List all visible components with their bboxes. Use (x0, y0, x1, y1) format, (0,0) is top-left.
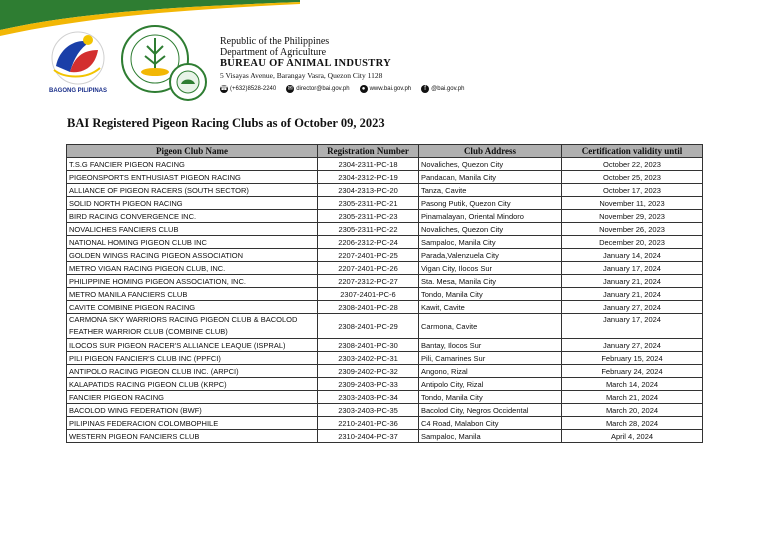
header-club-name: Pigeon Club Name (67, 145, 318, 158)
club-name-cell: FANCIER PIGEON RACING (67, 391, 318, 404)
table-row (67, 339, 703, 352)
table-row (67, 365, 703, 378)
header-certification-validity: Certification validity until (562, 145, 703, 158)
pigeon-clubs-table (66, 144, 703, 443)
registration-number-cell: 2309-2403-PC-33 (318, 378, 419, 391)
club-name-cell: PHILIPPINE HOMING PIGEON ASSOCIATION, INC. (67, 275, 318, 288)
validity-date-cell: April 4, 2024 (562, 430, 703, 443)
registration-number-cell: 2308-2401-PC-30 (318, 339, 419, 352)
validity-date-cell: October 25, 2023 (562, 171, 703, 184)
club-name-cell: GOLDEN WINGS RACING PIGEON ASSOCIATION (67, 249, 318, 262)
club-address-cell: Sampaloc, Manila (419, 430, 562, 443)
club-name-cell: ILOCOS SUR PIGEON RACER'S ALLIANCE LEAQUE (ISPRAL) (67, 339, 318, 352)
table-row (67, 184, 703, 197)
facebook-icon: f (421, 85, 429, 93)
bagong-pilipinas-logo (40, 26, 116, 96)
header-registration-number: Registration Number (318, 145, 419, 158)
table-row (67, 197, 703, 210)
table-row (67, 314, 703, 339)
club-name-cell: T.S.G FANCIER PIGEON RACING (67, 158, 318, 171)
registration-number-cell: 2305-2311-PC-21 (318, 197, 419, 210)
registration-number-cell: 2308-2401-PC-28 (318, 301, 419, 314)
contact-phone: (+632)8528-2240 (230, 86, 277, 92)
club-address-cell: Kawit, Cavite (419, 301, 562, 314)
club-address-cell: Novaliches, Quezon City (419, 223, 562, 236)
table-row (67, 301, 703, 314)
validity-date-cell: November 29, 2023 (562, 210, 703, 223)
club-address-cell: Sta. Mesa, Manila City (419, 275, 562, 288)
club-address-cell: Tanza, Cavite (419, 184, 562, 197)
table-row (67, 288, 703, 301)
club-address-cell: Bacolod City, Negros Occidental (419, 404, 562, 417)
club-name-cell: PIGEONSPORTS ENTHUSIAST PIGEON RACING (67, 171, 318, 184)
club-name-cell: BIRD RACING CONVERGENCE INC. (67, 210, 318, 223)
registration-number-cell: 2207-2401-PC-25 (318, 249, 419, 262)
registration-number-cell: 2304-2311-PC-18 (318, 158, 419, 171)
club-address-cell: Tondo, Manila City (419, 391, 562, 404)
club-name-cell: WESTERN PIGEON FANCIERS CLUB (67, 430, 318, 443)
validity-date-cell: January 27, 2024 (562, 339, 703, 352)
validity-date-cell: January 21, 2024 (562, 275, 703, 288)
table-row (67, 404, 703, 417)
club-address-cell: Tondo, Manila City (419, 288, 562, 301)
club-name-cell: METRO MANILA FANCIERS CLUB (67, 288, 318, 301)
club-address-cell: Parada,Valenzuela City (419, 249, 562, 262)
validity-date-cell: February 15, 2024 (562, 352, 703, 365)
table-row (67, 210, 703, 223)
bureau-of-animal-industry-seal (168, 62, 208, 102)
club-name-cell: SOLID NORTH PIGEON RACING (67, 197, 318, 210)
registration-number-cell: 2207-2312-PC-27 (318, 275, 419, 288)
globe-icon: ● (360, 85, 368, 93)
table-row (67, 223, 703, 236)
registration-number-cell: 2310-2404-PC-37 (318, 430, 419, 443)
table-row (67, 249, 703, 262)
club-address-cell: C4 Road, Malabon City (419, 417, 562, 430)
registration-number-cell: 2304-2313-PC-20 (318, 184, 419, 197)
club-address-cell: Pasong Putik, Quezon City (419, 197, 562, 210)
logo-caption: BAGONG PILIPINAS (48, 88, 107, 94)
registration-number-cell: 2303-2403-PC-34 (318, 391, 419, 404)
registration-number-cell: 2307-2401-PC-6 (318, 288, 419, 301)
validity-date-cell: January 21, 2024 (562, 288, 703, 301)
validity-date-cell: March 21, 2024 (562, 391, 703, 404)
club-name-cell: NOVALICHES FANCIERS CLUB (67, 223, 318, 236)
table-row (67, 430, 703, 443)
table-row (67, 378, 703, 391)
club-address-cell: Pili, Camarines Sur (419, 352, 562, 365)
contact-email[interactable]: director@bai.gov.ph (296, 86, 350, 92)
club-address-cell: Antipolo City, Rizal (419, 378, 562, 391)
registration-number-cell: 2308-2401-PC-29 (318, 314, 419, 339)
validity-date-cell: October 17, 2023 (562, 184, 703, 197)
club-name-cell: METRO VIGAN RACING PIGEON CLUB, INC. (67, 262, 318, 275)
table-row (67, 158, 703, 171)
validity-date-cell: January 14, 2024 (562, 249, 703, 262)
header-club-address: Club Address (419, 145, 562, 158)
table-row (67, 391, 703, 404)
club-address-cell: Novaliches, Quezon City (419, 158, 562, 171)
validity-date-cell: March 20, 2024 (562, 404, 703, 417)
agency-header (220, 36, 391, 81)
club-name-cell: NATIONAL HOMING PIGEON CLUB INC (67, 236, 318, 249)
club-address-cell: Pandacan, Manila City (419, 171, 562, 184)
phone-icon: ☎ (220, 86, 228, 92)
club-name-cell: PILI PIGEON FANCIER'S CLUB INC (PPFCI) (67, 352, 318, 365)
registration-number-cell: 2304-2312-PC-19 (318, 171, 419, 184)
registration-number-cell: 2303-2402-PC-31 (318, 352, 419, 365)
validity-date-cell: January 17, 2024 (562, 262, 703, 275)
email-icon: ✉ (287, 86, 293, 92)
registration-number-cell: 2207-2401-PC-26 (318, 262, 419, 275)
club-address-cell: Sampaloc, Manila City (419, 236, 562, 249)
club-name-cell: ALLIANCE OF PIGEON RACERS (SOUTH SECTOR) (67, 184, 318, 197)
validity-date-cell: October 22, 2023 (562, 158, 703, 171)
validity-date-cell: January 27, 2024 (562, 301, 703, 314)
club-name-cell: CAVITE COMBINE PIGEON RACING (67, 301, 318, 314)
table-row (67, 262, 703, 275)
table-row (67, 417, 703, 430)
validity-date-cell: November 11, 2023 (562, 197, 703, 210)
validity-date-cell: March 28, 2024 (562, 417, 703, 430)
club-address-cell: Pinamalayan, Oriental Mindoro (419, 210, 562, 223)
club-name-cell: CARMONA SKY WARRIORS RACING PIGEON CLUB & BACOLOD FEATHER WARRIOR CLUB (COMBINE CLUB) (67, 314, 318, 339)
validity-date-cell: November 26, 2023 (562, 223, 703, 236)
club-address-cell: Vigan City, Ilocos Sur (419, 262, 562, 275)
registration-number-cell: 2206-2312-PC-24 (318, 236, 419, 249)
validity-date-cell: January 17, 2024 (562, 314, 703, 339)
validity-date-cell: December 20, 2023 (562, 236, 703, 249)
registration-number-cell: 2210-2401-PC-36 (318, 417, 419, 430)
club-address-cell: Angono, Rizal (419, 365, 562, 378)
validity-date-cell: March 14, 2024 (562, 378, 703, 391)
header-department: Department of Agriculture (220, 47, 327, 58)
header-republic: Republic of the Philippines (220, 36, 330, 47)
registration-number-cell: 2305-2311-PC-22 (318, 223, 419, 236)
table-row (67, 171, 703, 184)
validity-date-cell: February 24, 2024 (562, 365, 703, 378)
registration-number-cell: 2303-2403-PC-35 (318, 404, 419, 417)
header-address: 5 Visayas Avenue, Barangay Vasra, Quezon City 1128 (220, 71, 383, 80)
club-name-cell: BACOLOD WING FEDERATION (BWF) (67, 404, 318, 417)
table-row (67, 236, 703, 249)
contact-bar (220, 85, 474, 93)
club-address-cell: Bantay, Ilocos Sur (419, 339, 562, 352)
document-title: BAI Registered Pigeon Racing Clubs as of October 09, 2023 (67, 116, 385, 130)
header-bureau: BUREAU OF ANIMAL INDUSTRY (220, 58, 391, 69)
club-address-cell: Carmona, Cavite (419, 314, 562, 339)
table-row (67, 275, 703, 288)
registration-number-cell: 2309-2402-PC-32 (318, 365, 419, 378)
club-name-cell: PILIPINAS FEDERACION COLOMBOPHILE (67, 417, 318, 430)
contact-facebook[interactable]: @bai.gov.ph (431, 86, 465, 92)
table-row (67, 352, 703, 365)
club-name-cell: ANTIPOLO RACING PIGEON CLUB INC. (ARPCI) (67, 365, 318, 378)
table-header-row (67, 145, 703, 158)
registration-number-cell: 2305-2311-PC-23 (318, 210, 419, 223)
club-name-cell: KALAPATIDS RACING PIGEON CLUB (KRPC) (67, 378, 318, 391)
contact-website[interactable]: www.bai.gov.ph (369, 86, 412, 92)
